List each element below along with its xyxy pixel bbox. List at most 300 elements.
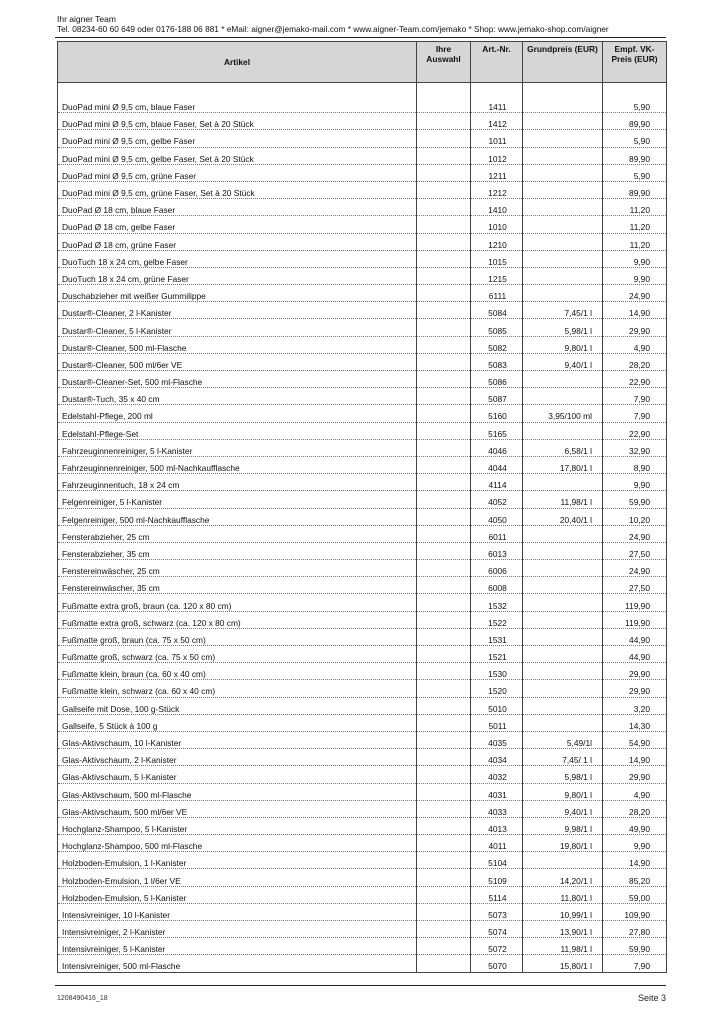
cell-auswahl[interactable] [417,886,471,903]
cell-vkpreis: 7,90 [603,388,667,405]
cell-artikel: Intensivreiniger, 5 l-Kanister [58,938,417,955]
cell-vkpreis: 7,90 [603,955,667,972]
cell-auswahl[interactable] [417,869,471,886]
cell-artikel: Fußmatte klein, braun (ca. 60 x 40 cm) [58,663,417,680]
header-grundpreis: Grundpreis (EUR) [523,42,603,83]
cell-vkpreis: 22,90 [603,371,667,388]
table-row [58,216,667,233]
cell-artnr: 5072 [471,938,523,955]
cell-grundpreis: 9,40/1 l [523,800,603,817]
cell-artnr: 1521 [471,646,523,663]
cell-vkpreis: 44,90 [603,646,667,663]
header-artikel: Artikel [58,42,417,83]
cell-auswahl[interactable] [417,731,471,748]
cell-auswahl[interactable] [417,903,471,920]
cell-auswahl[interactable] [417,921,471,938]
document-id: 1208490416_18 [57,995,108,1002]
cell-artikel: DuoPad Ø 18 cm, gelbe Faser [58,216,417,233]
cell-grundpreis: 9,80/1 l [523,783,603,800]
cell-artikel: DuoPad mini Ø 9,5 cm, gelbe Faser, Set à 20 Stück [58,147,417,164]
cell-auswahl[interactable] [417,646,471,663]
company-name: Ihr aigner Team [57,14,116,24]
cell-vkpreis: 4,90 [603,336,667,353]
spacer-row [58,83,667,96]
cell-auswahl[interactable] [417,783,471,800]
table-row [58,164,667,181]
cell-grundpreis [523,422,603,439]
cell-auswahl[interactable] [417,680,471,697]
table-row [58,663,667,680]
table-row [58,525,667,542]
table-row [58,456,667,473]
cell-artikel: DuoPad Ø 18 cm, grüne Faser [58,233,417,250]
cell-vkpreis: 24,90 [603,525,667,542]
cell-vkpreis: 22,90 [603,422,667,439]
cell-grundpreis [523,474,603,491]
cell-grundpreis [523,147,603,164]
cell-grundpreis [523,388,603,405]
table-row [58,319,667,336]
table-row [58,714,667,731]
cell-auswahl[interactable] [417,388,471,405]
cell-artnr: 4035 [471,731,523,748]
table-row [58,353,667,370]
cell-grundpreis [523,628,603,645]
cell-artnr: 1411 [471,96,523,113]
cell-auswahl[interactable] [417,525,471,542]
cell-vkpreis: 27,50 [603,542,667,559]
cell-grundpreis: 5,98/1 l [523,319,603,336]
cell-artnr: 5011 [471,714,523,731]
table-row [58,336,667,353]
cell-artnr: 1520 [471,680,523,697]
cell-auswahl[interactable] [417,955,471,972]
cell-vkpreis: 29,90 [603,663,667,680]
cell-artikel: Fenstereinwäscher, 25 cm [58,560,417,577]
cell-grundpreis: 9,98/1 l [523,817,603,834]
table-row [58,869,667,886]
cell-vkpreis: 11,20 [603,199,667,216]
cell-artikel: Fahrzeuginnenreiniger, 5 l-Kanister [58,439,417,456]
cell-artikel: Hochglanz-Shampoo, 500 ml-Flasche [58,835,417,852]
cell-auswahl[interactable] [417,405,471,422]
cell-auswahl[interactable] [417,697,471,714]
header-rule [55,37,666,38]
cell-grundpreis [523,130,603,147]
cell-grundpreis: 11,80/1 l [523,886,603,903]
cell-artikel: Holzboden-Emulsion, 1 l/6er VE [58,869,417,886]
cell-auswahl[interactable] [417,628,471,645]
cell-vkpreis: 9,90 [603,267,667,284]
cell-artikel: Fußmatte extra groß, braun (ca. 120 x 80 cm) [58,594,417,611]
cell-vkpreis: 9,90 [603,250,667,267]
cell-auswahl[interactable] [417,96,471,113]
cell-grundpreis [523,646,603,663]
page-number: Seite 3 [637,993,666,1003]
cell-artnr: 4114 [471,474,523,491]
cell-grundpreis [523,663,603,680]
cell-auswahl[interactable] [417,611,471,628]
cell-auswahl[interactable] [417,800,471,817]
cell-auswahl[interactable] [417,302,471,319]
cell-vkpreis: 89,90 [603,113,667,130]
cell-grundpreis [523,697,603,714]
table-row [58,491,667,508]
cell-grundpreis [523,216,603,233]
cell-vkpreis: 8,90 [603,456,667,473]
cell-artnr: 4046 [471,439,523,456]
cell-vkpreis: 14,90 [603,749,667,766]
table-row [58,680,667,697]
cell-auswahl[interactable] [417,267,471,284]
cell-artikel: Glas-Aktivschaum, 10 l-Kanister [58,731,417,748]
cell-vkpreis: 32,90 [603,439,667,456]
cell-grundpreis [523,233,603,250]
cell-vkpreis: 28,20 [603,800,667,817]
cell-auswahl[interactable] [417,319,471,336]
cell-auswahl[interactable] [417,491,471,508]
table-row [58,113,667,130]
cell-artnr: 6008 [471,577,523,594]
table-row [58,388,667,405]
table-row [58,955,667,972]
table-row [58,250,667,267]
cell-auswahl[interactable] [417,508,471,525]
cell-auswahl[interactable] [417,164,471,181]
cell-grundpreis: 20,40/1 l [523,508,603,525]
cell-auswahl[interactable] [417,852,471,869]
table-row [58,938,667,955]
cell-auswahl[interactable] [417,439,471,456]
cell-grundpreis [523,542,603,559]
cell-grundpreis: 14,20/1 l [523,869,603,886]
cell-artnr: 1531 [471,628,523,645]
cell-artikel: Fußmatte extra groß, schwarz (ca. 120 x 80 cm) [58,611,417,628]
cell-vkpreis: 89,90 [603,147,667,164]
table-row [58,817,667,834]
cell-auswahl[interactable] [417,181,471,198]
cell-artnr: 5070 [471,955,523,972]
cell-auswahl[interactable] [417,663,471,680]
cell-grundpreis [523,267,603,284]
cell-artnr: 6006 [471,560,523,577]
table-row [58,267,667,284]
cell-artikel: DuoPad Ø 18 cm, blaue Faser [58,199,417,216]
table-row [58,921,667,938]
cell-artnr: 1012 [471,147,523,164]
table-row [58,697,667,714]
cell-artnr: 6111 [471,285,523,302]
cell-grundpreis: 3,95/100 ml [523,405,603,422]
cell-auswahl[interactable] [417,474,471,491]
table-row [58,181,667,198]
cell-vkpreis: 85,20 [603,869,667,886]
header-vkpreis: Empf. VK-Preis (EUR) [603,42,667,83]
cell-artikel: Intensivreiniger, 500 ml-Flasche [58,955,417,972]
cell-grundpreis: 9,80/1 l [523,336,603,353]
table-row [58,130,667,147]
cell-artikel: Gallseife, 5 Stück à 100 g [58,714,417,731]
cell-auswahl[interactable] [417,233,471,250]
cell-grundpreis [523,611,603,628]
cell-artikel: Fenstereinwäscher, 35 cm [58,577,417,594]
cell-vkpreis: 14,90 [603,302,667,319]
cell-artnr: 4031 [471,783,523,800]
cell-artikel: Fahrzeuginnentuch, 18 x 24 cm [58,474,417,491]
cell-artnr: 5104 [471,852,523,869]
cell-grundpreis [523,525,603,542]
page-header [57,14,667,34]
cell-artnr: 4032 [471,766,523,783]
cell-artikel: Edelstahl-Pflege-Set [58,422,417,439]
cell-artikel: Dustar®-Cleaner, 2 l-Kanister [58,302,417,319]
cell-vkpreis: 10,20 [603,508,667,525]
cell-auswahl[interactable] [417,250,471,267]
cell-artnr: 6013 [471,542,523,559]
cell-artikel: Holzboden-Emulsion, 1 l-Kanister [58,852,417,869]
cell-artnr: 1212 [471,181,523,198]
table-row [58,749,667,766]
table-header-row [58,42,667,83]
cell-auswahl[interactable] [417,938,471,955]
cell-grundpreis: 10,99/1 l [523,903,603,920]
cell-artikel: Dustar®-Cleaner-Set, 500 ml-Flasche [58,371,417,388]
table-row [58,405,667,422]
cell-artnr: 1211 [471,164,523,181]
cell-artikel: Dustar®-Cleaner, 500 ml/6er VE [58,353,417,370]
cell-artnr: 1215 [471,267,523,284]
cell-vkpreis: 29,90 [603,319,667,336]
cell-artikel: Dustar®-Cleaner, 5 l-Kanister [58,319,417,336]
cell-artikel: Intensivreiniger, 10 l-Kanister [58,903,417,920]
cell-artnr: 4013 [471,817,523,834]
cell-grundpreis [523,96,603,113]
cell-auswahl[interactable] [417,817,471,834]
cell-artnr: 5165 [471,422,523,439]
cell-grundpreis: 7,45/ 1 l [523,749,603,766]
cell-artikel: Dustar®-Cleaner, 500 ml-Flasche [58,336,417,353]
table-row [58,542,667,559]
cell-artnr: 5085 [471,319,523,336]
cell-auswahl[interactable] [417,422,471,439]
cell-auswahl[interactable] [417,216,471,233]
table-row [58,594,667,611]
cell-auswahl[interactable] [417,130,471,147]
cell-vkpreis: 29,90 [603,680,667,697]
cell-vkpreis: 11,20 [603,233,667,250]
cell-artikel: Glas-Aktivschaum, 500 ml-Flasche [58,783,417,800]
cell-artikel: DuoPad mini Ø 9,5 cm, grüne Faser, Set à 20 Stück [58,181,417,198]
cell-auswahl[interactable] [417,285,471,302]
cell-artnr: 4011 [471,835,523,852]
cell-grundpreis [523,577,603,594]
cell-auswahl[interactable] [417,336,471,353]
cell-vkpreis: 14,30 [603,714,667,731]
cell-auswahl[interactable] [417,147,471,164]
cell-auswahl[interactable] [417,113,471,130]
cell-grundpreis [523,560,603,577]
cell-artnr: 1530 [471,663,523,680]
price-list-table [57,41,667,973]
cell-artnr: 5074 [471,921,523,938]
table-row [58,96,667,113]
cell-vkpreis: 14,90 [603,852,667,869]
cell-artikel: DuoPad mini Ø 9,5 cm, blaue Faser, Set à 20 Stück [58,113,417,130]
cell-vkpreis: 4,90 [603,783,667,800]
cell-vkpreis: 27,80 [603,921,667,938]
cell-artnr: 5114 [471,886,523,903]
cell-artnr: 6011 [471,525,523,542]
cell-artnr: 5010 [471,697,523,714]
cell-artnr: 1010 [471,216,523,233]
cell-grundpreis: 9,40/1 l [523,353,603,370]
cell-vkpreis: 11,20 [603,216,667,233]
cell-artnr: 5082 [471,336,523,353]
cell-artikel: Intensivreiniger, 2 l-Kanister [58,921,417,938]
cell-auswahl[interactable] [417,749,471,766]
cell-artnr: 1210 [471,233,523,250]
header-auswahl: Ihre Auswahl [417,42,471,83]
cell-auswahl[interactable] [417,542,471,559]
cell-artnr: 1410 [471,199,523,216]
cell-artikel: Glas-Aktivschaum, 5 l-Kanister [58,766,417,783]
cell-artikel: DuoPad mini Ø 9,5 cm, grüne Faser [58,164,417,181]
cell-grundpreis [523,285,603,302]
cell-artikel: Fußmatte groß, schwarz (ca. 75 x 50 cm) [58,646,417,663]
cell-vkpreis: 29,90 [603,766,667,783]
table-row [58,783,667,800]
cell-artnr: 5160 [471,405,523,422]
cell-artnr: 5083 [471,353,523,370]
cell-grundpreis [523,164,603,181]
table-row [58,302,667,319]
cell-artnr: 5073 [471,903,523,920]
cell-grundpreis [523,852,603,869]
cell-vkpreis: 9,90 [603,474,667,491]
cell-artikel: Holzboden-Emulsion, 5 l-Kanister [58,886,417,903]
cell-artikel: Duschabzieher mit weißer Gummilippe [58,285,417,302]
table-row [58,285,667,302]
cell-vkpreis: 49,90 [603,817,667,834]
cell-artnr: 4050 [471,508,523,525]
cell-vkpreis: 24,90 [603,285,667,302]
cell-vkpreis: 59,90 [603,938,667,955]
cell-artikel: Glas-Aktivschaum, 500 ml/6er VE [58,800,417,817]
table-row [58,835,667,852]
cell-auswahl[interactable] [417,714,471,731]
cell-auswahl[interactable] [417,577,471,594]
cell-artikel: Dustar®-Tuch, 35 x 40 cm [58,388,417,405]
cell-artikel: Fußmatte klein, schwarz (ca. 60 x 40 cm) [58,680,417,697]
table-row [58,147,667,164]
table-row [58,628,667,645]
table-row [58,233,667,250]
cell-artikel: Felgenreiniger, 5 l-Kanister [58,491,417,508]
cell-artikel: Gallseife mit Dose, 100 g-Stück [58,697,417,714]
cell-vkpreis: 9,90 [603,835,667,852]
cell-vkpreis: 5,90 [603,130,667,147]
cell-vkpreis: 44,90 [603,628,667,645]
cell-artnr: 4034 [471,749,523,766]
cell-artnr: 4044 [471,456,523,473]
table-row [58,422,667,439]
cell-auswahl[interactable] [417,199,471,216]
cell-artikel: DuoPad mini Ø 9,5 cm, blaue Faser [58,96,417,113]
cell-artikel: Fensterabzieher, 25 cm [58,525,417,542]
table-row [58,766,667,783]
cell-grundpreis [523,250,603,267]
cell-vkpreis: 3,20 [603,697,667,714]
cell-grundpreis: 15,80/1 l [523,955,603,972]
table-row [58,474,667,491]
cell-grundpreis [523,371,603,388]
cell-artnr: 5086 [471,371,523,388]
cell-vkpreis: 5,90 [603,164,667,181]
cell-vkpreis: 59,00 [603,886,667,903]
cell-artnr: 1412 [471,113,523,130]
cell-artnr: 4033 [471,800,523,817]
cell-artnr: 5109 [471,869,523,886]
cell-grundpreis [523,714,603,731]
cell-grundpreis: 19,80/1 l [523,835,603,852]
cell-grundpreis [523,181,603,198]
cell-auswahl[interactable] [417,353,471,370]
table-body [58,83,667,973]
contact-line: Tel. 08234-60 60 649 oder 0176-188 06 881 * eMail: aigner@jemako-mail.com * www.aigner-Team.com/jemako * Shop: www.jemako-shop.com/aigner [57,24,609,34]
cell-artikel: DuoPad mini Ø 9,5 cm, gelbe Faser [58,130,417,147]
cell-grundpreis: 11,98/1 l [523,938,603,955]
table-row [58,800,667,817]
table-row [58,577,667,594]
cell-grundpreis: 6,58/1 l [523,439,603,456]
cell-vkpreis: 28,20 [603,353,667,370]
cell-artikel: Fußmatte groß, braun (ca. 75 x 50 cm) [58,628,417,645]
cell-artikel: DuoTuch 18 x 24 cm, gelbe Faser [58,250,417,267]
cell-auswahl[interactable] [417,560,471,577]
cell-grundpreis: 13,90/1 l [523,921,603,938]
cell-grundpreis [523,594,603,611]
cell-vkpreis: 27,50 [603,577,667,594]
cell-artikel: Hochglanz-Shampoo, 5 l-Kanister [58,817,417,834]
table-row [58,611,667,628]
cell-auswahl[interactable] [417,456,471,473]
cell-vkpreis: 54,90 [603,731,667,748]
table-row [58,731,667,748]
cell-vkpreis: 109,90 [603,903,667,920]
table-row [58,371,667,388]
cell-artnr: 1522 [471,611,523,628]
table-row [58,199,667,216]
cell-artnr: 4052 [471,491,523,508]
cell-artnr: 5087 [471,388,523,405]
cell-auswahl[interactable] [417,594,471,611]
table-row [58,852,667,869]
cell-auswahl[interactable] [417,766,471,783]
cell-auswahl[interactable] [417,835,471,852]
cell-artikel: Felgenreiniger, 500 ml-Nachkaufflasche [58,508,417,525]
cell-artikel: Glas-Aktivschaum, 2 l-Kanister [58,749,417,766]
cell-artikel: Fensterabzieher, 35 cm [58,542,417,559]
cell-artnr: 1015 [471,250,523,267]
cell-grundpreis: 11,98/1 l [523,491,603,508]
cell-vkpreis: 89,90 [603,181,667,198]
table-row [58,646,667,663]
cell-artnr: 1532 [471,594,523,611]
cell-grundpreis [523,113,603,130]
table-row [58,508,667,525]
cell-auswahl[interactable] [417,371,471,388]
cell-artikel: Fahrzeuginnenreiniger, 500 ml-Nachkaufflasche [58,456,417,473]
